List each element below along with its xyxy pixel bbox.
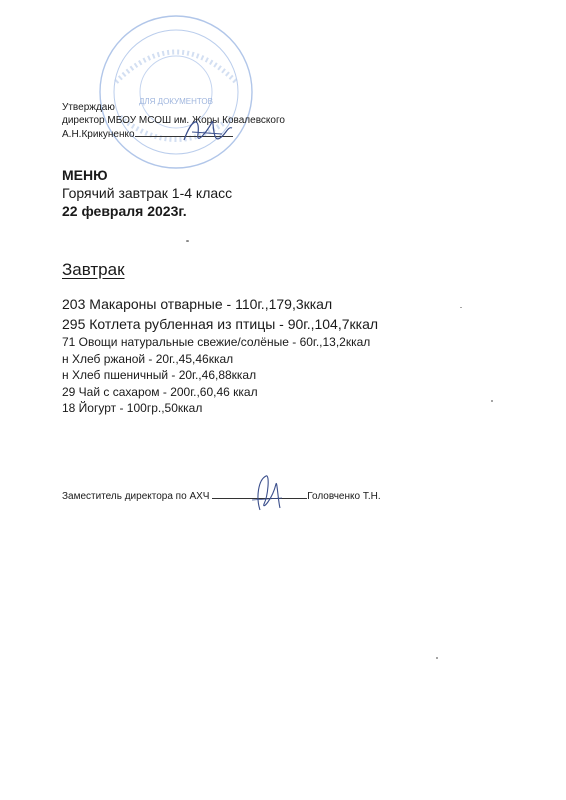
approval-line-1: Утверждаю — [62, 102, 115, 113]
stamp-text: ДЛЯ ДОКУМЕНТОВ — [138, 97, 214, 106]
scan-speck — [491, 400, 493, 402]
director-name: А.Н.Крикуненко — [62, 129, 135, 140]
menu-item: 203 Макароны отварные - 110г.,179,3ккал — [62, 296, 333, 312]
menu-title: МЕНЮ — [62, 167, 108, 183]
menu-items-list — [62, 294, 542, 417]
approval-line-3 — [62, 127, 285, 141]
approval-line-2: директор МБОУ МСОШ им. Жоры Ковалевского — [62, 115, 285, 126]
footer-position: Заместитель директора по АХЧ — [62, 491, 210, 502]
menu-item: 18 Йогурт - 100гр.,50ккал — [62, 401, 203, 415]
section-title: Завтрак — [62, 260, 125, 279]
menu-item: 295 Котлета рубленная из птицы - 90г.,104,7ккал — [62, 316, 379, 332]
scan-speck — [436, 657, 438, 659]
menu-item: н Хлеб ржаной - 20г.,45,46ккал — [62, 351, 234, 366]
deputy-signature — [246, 470, 286, 516]
menu-header — [62, 166, 232, 220]
footer-signature-block — [62, 489, 381, 502]
menu-item: н Хлеб пшеничный - 20г.,46,88ккал — [62, 368, 257, 382]
scan-speck — [460, 307, 462, 308]
menu-subtitle: Горячий завтрак 1-4 класс — [62, 185, 233, 201]
footer-name: Головченко Т.Н. — [307, 491, 381, 502]
approval-block — [62, 101, 285, 141]
menu-date: 22 февраля 2023г. — [62, 203, 187, 219]
menu-item: 29 Чай с сахаром - 200г.,60,46 ккал — [62, 384, 258, 399]
scan-speck — [186, 240, 189, 242]
director-signature — [178, 110, 236, 152]
menu-item: 71 Овощи натуральные свежие/солёные - 60г.,13,2ккал — [62, 335, 371, 349]
